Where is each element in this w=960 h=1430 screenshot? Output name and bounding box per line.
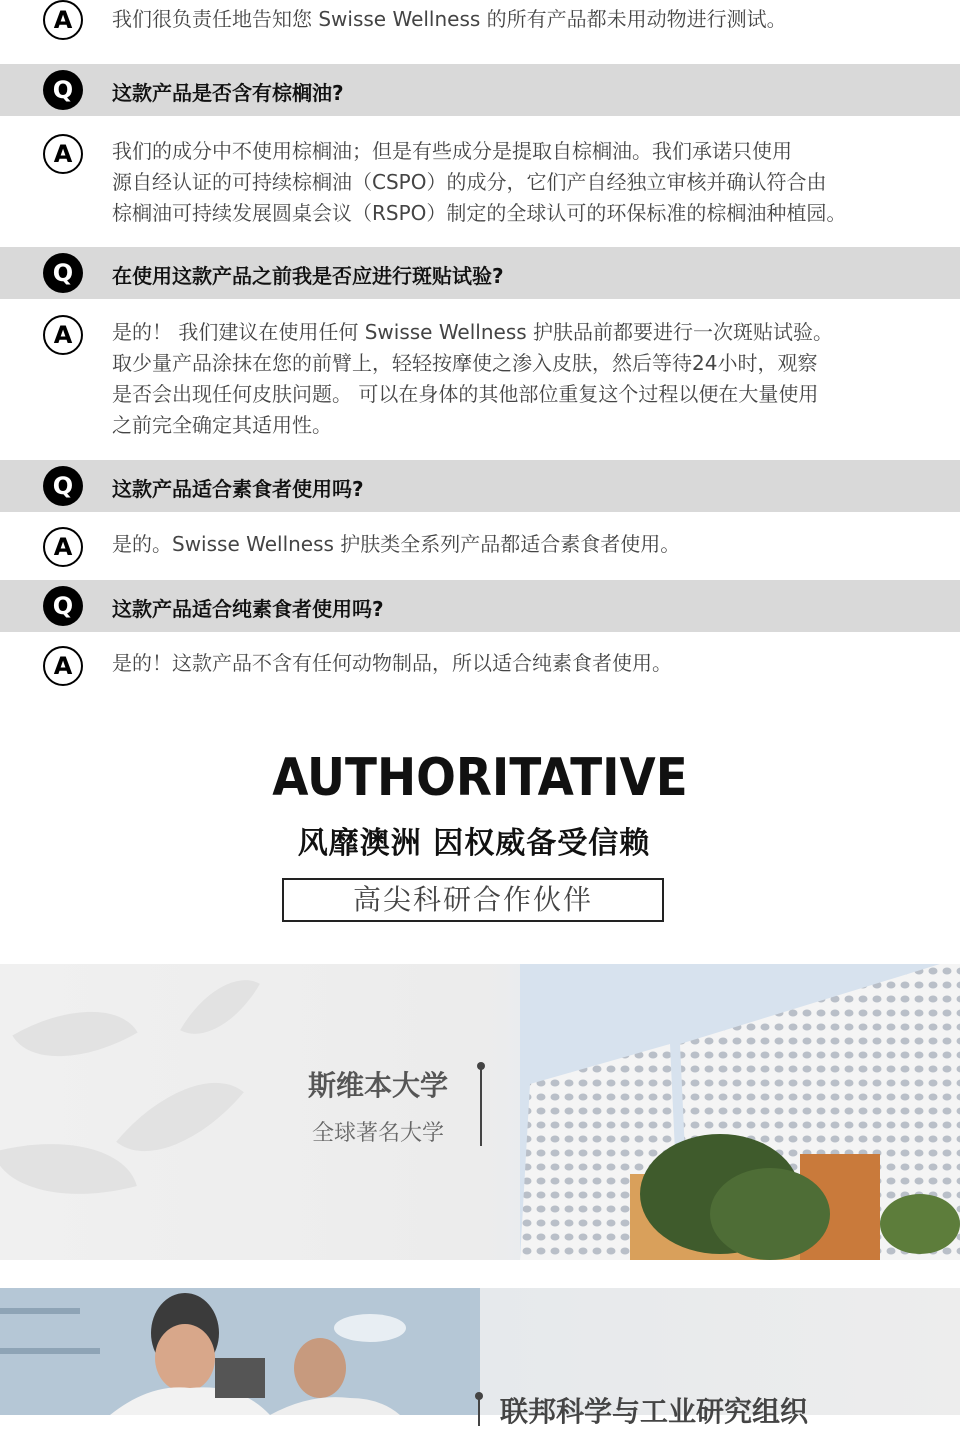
leaf-decoration xyxy=(12,981,137,1088)
section-title: AUTHORITATIVE xyxy=(272,748,688,808)
answer-text xyxy=(112,4,942,35)
answer-badge-icon: A xyxy=(43,315,83,355)
answer-text xyxy=(112,136,942,229)
faq-answer-4 xyxy=(0,644,960,688)
partner-name: 斯维本大学 xyxy=(308,1069,449,1102)
faq-answer-0 xyxy=(0,0,960,52)
question-badge-icon: Q xyxy=(43,586,83,626)
campus-building-image xyxy=(520,964,960,1260)
answer-badge-icon: A xyxy=(43,0,83,40)
partner-name: 联邦科学与工业研究组织 xyxy=(500,1395,809,1428)
faq-question-4 xyxy=(0,580,960,632)
faq-question-3 xyxy=(0,460,960,512)
faq-answer-3 xyxy=(0,525,960,569)
answer-line: 取少量产品涂抹在您的前臂上，轻轻按摩使之渗入皮肤，然后等待24小时，观察 xyxy=(112,351,818,375)
partner-label-box: 高尖科研合作伙伴 xyxy=(282,878,664,922)
answer-badge-icon: A xyxy=(43,527,83,567)
faq-question-1 xyxy=(0,64,960,116)
partner-description: 全球著名大学 xyxy=(312,1121,445,1146)
leaf-decoration xyxy=(0,1118,137,1219)
answer-line: 源自经认证的可持续棕榈油（CSPO）的成分，它们产自经独立审核并确认符合由 xyxy=(112,170,827,194)
question-badge-icon: Q xyxy=(43,466,83,506)
question-text: 在使用这款产品之前我是否应进行斑贴试验? xyxy=(112,264,504,288)
answer-line: 之前完全确定其适用性。 xyxy=(112,413,332,437)
answer-text xyxy=(112,648,942,679)
question-badge-icon: Q xyxy=(43,253,83,293)
answer-text xyxy=(112,317,942,441)
answer-badge-icon: A xyxy=(43,134,83,174)
answer-line: 是的！ 我们建议在使用任何 Swisse Wellness 护肤品前都要进行一次斑贴试验。 xyxy=(112,320,834,344)
question-text: 这款产品适合素食者使用吗? xyxy=(112,477,364,501)
question-text: 这款产品适合纯素食者使用吗? xyxy=(112,597,384,621)
answer-line: 是的。Swisse Wellness 护肤类全系列产品都适合素食者使用。 xyxy=(112,532,681,556)
section-subtitle: 风靡澳洲 因权威备受信赖 xyxy=(297,826,651,861)
answer-text xyxy=(112,529,942,560)
faq-question-2 xyxy=(0,247,960,299)
answer-line: 是否会出现任何皮肤问题。 可以在身体的其他部位重复这个过程以便在大量使用 xyxy=(112,382,819,406)
answer-line: 我们很负责任地告知您 Swisse Wellness 的所有产品都未用动物进行测试。 xyxy=(112,7,787,31)
divider-line xyxy=(478,1396,480,1426)
answer-line: 棕榈油可持续发展圆桌会议（RSPO）制定的全球认可的环保标准的棕榈油种植园。 xyxy=(112,201,847,225)
faq-answer-1 xyxy=(0,132,960,232)
answer-line: 我们的成分中不使用棕榈油；但是有些成分是提取自棕榈油。我们承诺只使用 xyxy=(112,139,792,163)
faq-answer-2 xyxy=(0,313,960,443)
leaf-decoration xyxy=(116,1050,244,1184)
answer-badge-icon: A xyxy=(43,646,83,686)
lab-scientists-image xyxy=(0,1288,480,1415)
leaf-decoration xyxy=(180,964,260,1053)
question-badge-icon: Q xyxy=(43,70,83,110)
answer-line: 是的！这款产品不含有任何动物制品，所以适合纯素食者使用。 xyxy=(112,651,672,675)
question-text: 这款产品是否含有棕榈油? xyxy=(112,81,344,105)
divider-line xyxy=(480,1064,482,1146)
